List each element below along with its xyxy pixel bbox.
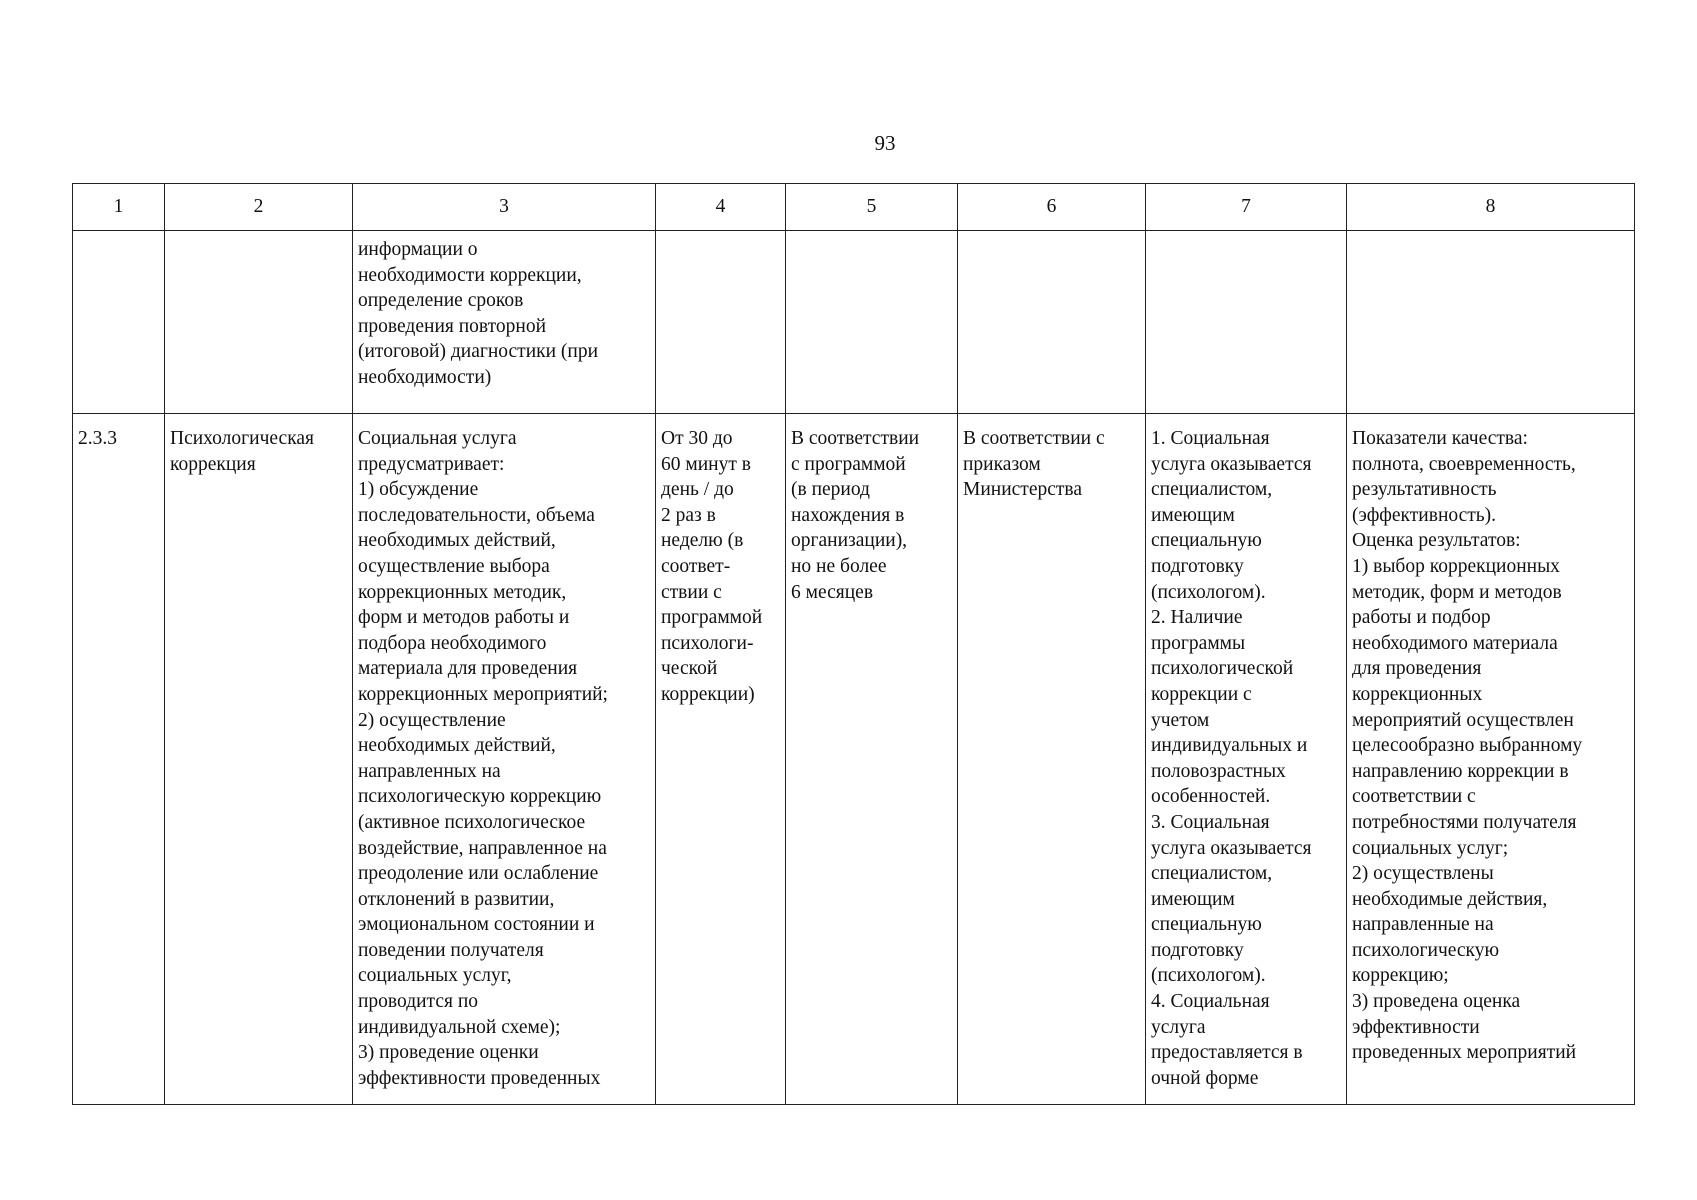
page-number: 93	[874, 131, 896, 155]
service-description-cell: Социальная услуга предусматривает: 1) обсуждение последовательности, объема необходимых действий, осуществление выбора коррекционных методик, форм и методов работы и подбора необходимого материала для проведения коррекционных мероприятий; 2) осуществление необходимых действий, направленных на психологическую коррекцию (активное психологическое воздействие, направленное на преодоление или ослабление отклонений в развитии, эмоциональном состоянии и поведении получателя социальных услуг, проводится по индивидуальной схеме); 3) проведение оценки эффективности проведенных	[353, 414, 656, 1105]
service-tariff-cell: В соответствии с приказом Министерства	[958, 414, 1146, 1105]
column-number-3: 3	[353, 184, 656, 231]
cont-cell-quality	[1347, 231, 1635, 414]
services-table	[72, 183, 1635, 1105]
cont-cell-name	[165, 231, 353, 414]
cont-cell-tariff	[958, 231, 1146, 414]
continuation-row	[73, 231, 1635, 414]
service-term-cell: В соответствии с программой (в период нахождения в организации), но не более 6 месяцев	[786, 414, 958, 1105]
cont-cell-description: информации о необходимости коррекции, определение сроков проведения повторной (итоговой) диагностики (при необходимости)	[353, 231, 656, 414]
service-conditions-cell: 1. Социальная услуга оказывается специалистом, имеющим специальную подготовку (психологом). 2. Наличие программы психологической коррекции с учетом индивидуальных и половозрастных особенностей. 3. Социальная услуга оказывается специалистом, имеющим специальную подготовку (психологом). 4. Социальная услуга предоставляется в очной форме	[1146, 414, 1347, 1105]
column-number-8: 8	[1347, 184, 1635, 231]
column-number-6: 6	[958, 184, 1146, 231]
service-quality-cell: Показатели качества: полнота, своевременность, результативность (эффективность). Оценка результатов: 1) выбор коррекционных методик, форм и методов работы и подбор необходимого материала для проведения коррекционных мероприятий осуществлен целесообразно выбранному направлению коррекции в соответствии с потребностями получателя социальных услуг; 2) осуществлены необходимые действия, направленные на психологическую коррекцию; 3) проведена оценка эффективности проведенных мероприятий	[1347, 414, 1635, 1105]
cont-cell-term	[786, 231, 958, 414]
column-number-1: 1	[73, 184, 165, 231]
column-number-4: 4	[656, 184, 786, 231]
cont-cell-conditions	[1146, 231, 1347, 414]
service-row-2-3-3	[73, 414, 1635, 1105]
column-number-7: 7	[1146, 184, 1347, 231]
column-number-2: 2	[165, 184, 353, 231]
column-number-5: 5	[786, 184, 958, 231]
service-number-cell: 2.3.3	[73, 414, 165, 1105]
cont-cell-volume	[656, 231, 786, 414]
cont-cell-number	[73, 231, 165, 414]
column-number-row	[73, 184, 1635, 231]
service-volume-cell: От 30 до 60 минут в день / до 2 раз в неделю (в соответ- ствии с программой психологи- ческой коррекции)	[656, 414, 786, 1105]
service-name-cell: Психологическая коррекция	[165, 414, 353, 1105]
